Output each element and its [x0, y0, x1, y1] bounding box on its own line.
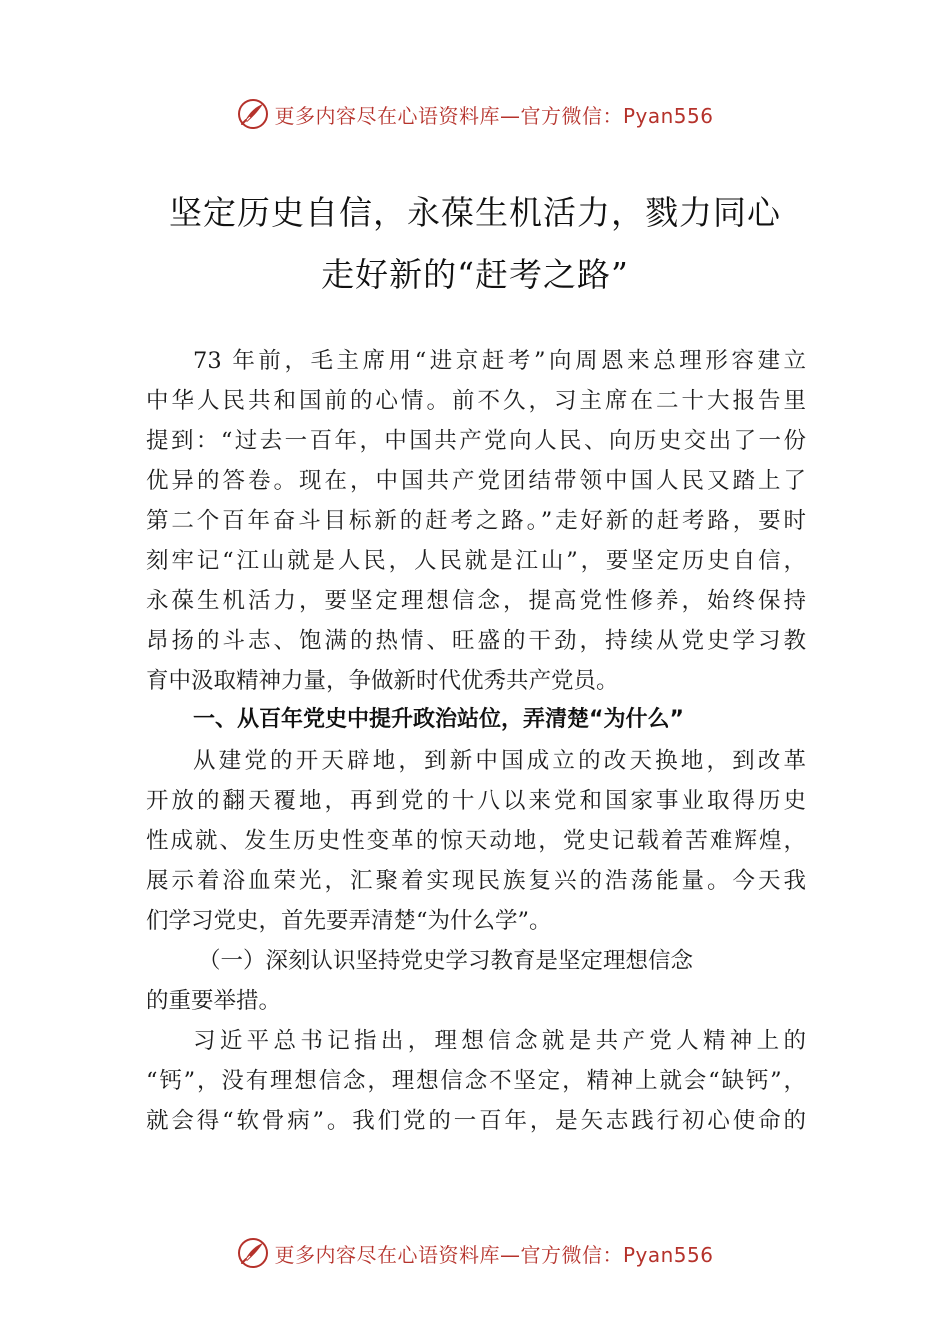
paragraph-line: 开放的翻天覆地，再到党的十八以来党和国家事业取得历史 — [146, 788, 806, 814]
paragraph-line: 们学习党史，首先要弄清楚“为什么学”。 — [146, 908, 552, 934]
paragraph-line: 就会得“软骨病”。我们党的一百年，是矢志践行初心使命的 — [146, 1108, 806, 1134]
watermark-text: 更多内容尽在心语资料库—官方微信：Pyan556 — [274, 103, 714, 128]
section-heading: 一、从百年党史中提升政治站位，弄清楚“为什么” — [193, 707, 684, 732]
quill-logo-icon — [236, 97, 270, 131]
paragraph-line: 优异的答卷。现在，中国共产党团结带领中国人民又踏上了 — [146, 468, 806, 494]
document-title-line-1: 坚定历史自信，永葆生机活力，戮力同心 — [169, 193, 781, 232]
paragraph-line: 昂扬的斗志、饱满的热情、旺盛的干劲，持续从党史学习教 — [146, 628, 806, 654]
header-watermark — [0, 94, 950, 134]
quill-logo-icon — [236, 1236, 270, 1270]
paragraph-line: 育中汲取精神力量，争做新时代优秀共产党员。 — [146, 668, 619, 694]
paragraph-line: 第二个百年奋斗目标新的赶考之路。”走好新的赶考路，要时 — [146, 508, 806, 534]
paragraph-line: 习近平总书记指出，理想信念就是共产党人精神上的 — [193, 1028, 806, 1054]
paragraph-line: 提到：“过去一百年，中国共产党向人民、向历史交出了一份 — [146, 428, 806, 454]
document-title-line-2: 走好新的“赶考之路” — [321, 255, 629, 294]
paragraph-line: 中华人民共和国前的心情。前不久，习主席在二十大报告里 — [146, 388, 806, 414]
footer-watermark — [0, 1233, 950, 1273]
paragraph-line: “钙”，没有理想信念，理想信念不坚定，精神上就会“缺钙”， — [146, 1068, 806, 1094]
paragraph-line: 展示着浴血荣光，汇聚着实现民族复兴的浩荡能量。今天我 — [146, 868, 806, 894]
paragraph-line: 刻牢记“江山就是人民，人民就是江山”，要坚定历史自信， — [146, 548, 806, 574]
paragraph-line: 性成就、发生历史性变革的惊天动地，党史记载着苦难辉煌， — [146, 828, 806, 854]
paragraph-line: 73 年前，毛主席用“进京赶考”向周恩来总理形容建立 — [193, 348, 806, 374]
paragraph-line: 从建党的开天辟地，到新中国成立的改天换地，到改革 — [193, 748, 806, 774]
subsection-heading-line-2: 的重要举措。 — [146, 988, 282, 1014]
subsection-heading-line-1: （一）深刻认识坚持党史学习教育是坚定理想信念 — [198, 948, 694, 974]
watermark-text: 更多内容尽在心语资料库—官方微信：Pyan556 — [274, 1242, 714, 1267]
paragraph-line: 永葆生机活力，要坚定理想信念，提高党性修养，始终保持 — [146, 588, 806, 614]
